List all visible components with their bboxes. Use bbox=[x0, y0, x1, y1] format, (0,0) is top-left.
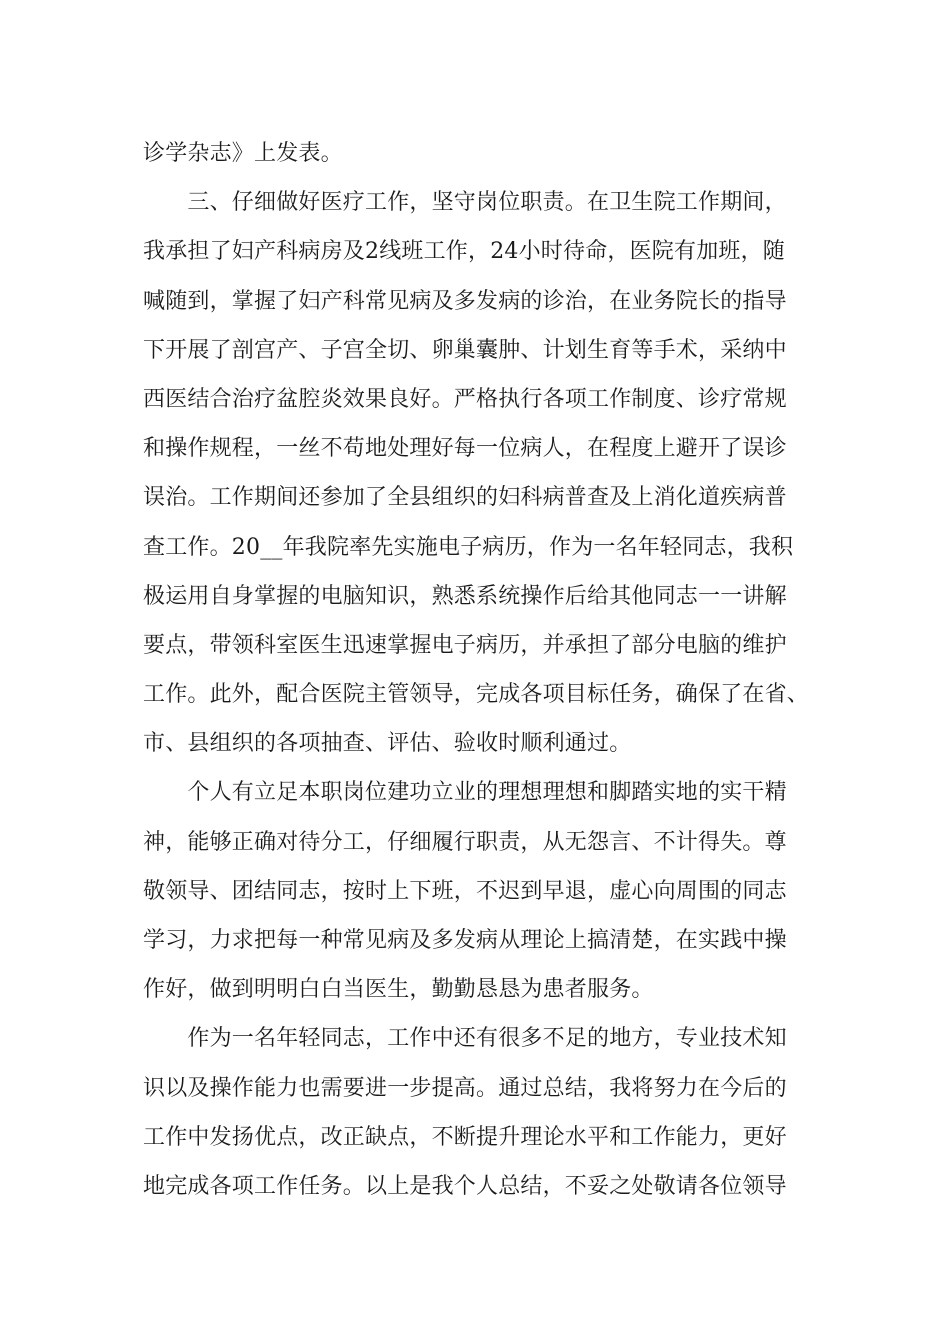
paragraph-3 bbox=[143, 1014, 827, 1211]
text-line: 三、仔细做好医疗工作，坚守岗位职责。在卫生院工作期间， bbox=[143, 190, 787, 216]
text-line: 个人有立足本职岗位建功立业的理想理想和脚踏实地的实干精 bbox=[143, 780, 787, 806]
text-line: 地完成各项工作任务。以上是我个人总结，不妥之处敬请各位领导 bbox=[143, 1173, 787, 1199]
text-line: 西医结合治疗盆腔炎效果良好。严格执行各项工作制度、诊疗常规 bbox=[143, 386, 787, 412]
text-line: 喊随到，掌握了妇产科常见病及多发病的诊治，在业务院长的指导 bbox=[143, 288, 787, 314]
text-line: 市、县组织的各项抽查、评估、验收时顺利通过。 bbox=[143, 731, 632, 757]
text-line: 学习，力求把每一种常见病及多发病从理论上搞清楚，在实践中操 bbox=[143, 928, 787, 953]
text-line: 诊学杂志》上发表。 bbox=[143, 141, 343, 166]
text-line: 误治。工作期间还参加了全县组织的妇科病普查及上消化道疾病普 bbox=[143, 485, 787, 511]
text-line: 和操作规程，一丝不苟地处理好每一位病人，在程度上避开了误诊 bbox=[143, 436, 787, 462]
paragraph-0 bbox=[143, 129, 827, 178]
text-line: 查工作。20__年我院率先实施电子病历，作为一名年轻同志，我积 bbox=[143, 534, 794, 560]
text-line: 神，能够正确对待分工，仔细履行职责，从无怨言、不计得失。尊 bbox=[143, 829, 787, 855]
paragraph-2 bbox=[143, 768, 827, 1014]
text-line: 作好，做到明明白白当医生，勤勤恳恳为患者服务。 bbox=[143, 977, 654, 1003]
text-line: 极运用自身掌握的电脑知识，熟悉系统操作后给其他同志一一讲解 bbox=[143, 583, 787, 609]
paragraph-1 bbox=[143, 178, 827, 768]
text-line: 我承担了妇产科病房及2线班工作，24小时待命，医院有加班，随 bbox=[143, 239, 785, 265]
text-line: 工作。此外，配合医院主管领导，完成各项目标任务，确保了在省、 bbox=[143, 682, 810, 708]
text-line: 作为一名年轻同志，工作中还有很多不足的地方，专业技术知 bbox=[143, 1026, 787, 1052]
text-line: 识以及操作能力也需要进一步提高。通过总结，我将努力在今后的 bbox=[143, 1075, 787, 1101]
text-line: 下开展了剖宫产、子宫全切、卵巢囊肿、计划生育等手术，采纳中 bbox=[143, 337, 787, 363]
text-line: 敬领导、团结同志，按时上下班，不迟到早退，虚心向周围的同志 bbox=[143, 878, 787, 904]
document-body bbox=[143, 129, 827, 1211]
text-line: 要点，带领科室医生迅速掌握电子病历，并承担了部分电脑的维护 bbox=[143, 632, 787, 658]
text-line: 工作中发扬优点，改正缺点，不断提升理论水平和工作能力，更好 bbox=[143, 1124, 787, 1150]
